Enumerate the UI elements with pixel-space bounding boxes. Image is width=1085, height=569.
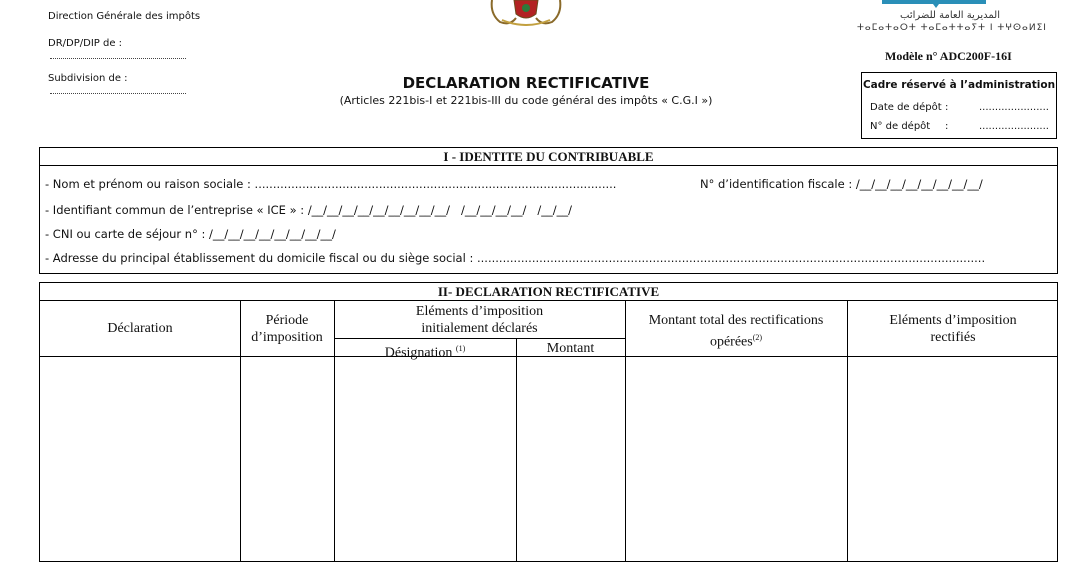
if-row bbox=[700, 177, 983, 191]
logo-arabic: المديرية العامة للضرائب bbox=[900, 10, 1000, 21]
section1-title: I - IDENTITE DU CONTRIBUABLE bbox=[443, 149, 654, 164]
admin-box-title: Cadre réservé à l’administration bbox=[862, 79, 1056, 91]
page-subtitle: (Articles 221bis-I et 221bis-III du code général des impôts « C.G.I ») bbox=[339, 94, 713, 107]
section1-divider bbox=[40, 165, 1057, 166]
subdivision-label: Subdivision de : bbox=[48, 73, 128, 84]
col-designation-label: Désignation bbox=[384, 345, 453, 361]
cell-total-rectifications[interactable] bbox=[626, 357, 847, 561]
model-number: Modèle n° ADC200F-16I bbox=[885, 49, 1012, 63]
col-elements-initiaux bbox=[334, 303, 625, 337]
col-rectifies-line1: Eléments d’imposition bbox=[889, 313, 1017, 328]
elements-subdivider bbox=[334, 338, 625, 339]
date-depot-label: Date de dépôt bbox=[870, 102, 942, 113]
section-identite bbox=[39, 147, 1058, 274]
cell-elements-rectifies[interactable] bbox=[848, 357, 1058, 561]
logo-tifinagh: ⵜⴰⵎⴰⵜⴰⵔⵜ ⵜⴰⵎⴰⵜⵜⴰⵢⵜ ⵏ ⵜⵖⵙⴰⵍⵉⵏ bbox=[857, 23, 1047, 33]
drdp-label: DR/DP/DIP de : bbox=[48, 38, 123, 49]
section-declaration bbox=[39, 282, 1058, 562]
col-total-note: (2) bbox=[752, 333, 763, 342]
name-field[interactable]: ................................................................................................... bbox=[254, 177, 617, 191]
cell-designation[interactable] bbox=[335, 357, 516, 561]
num-depot-field[interactable]: ...................... bbox=[979, 121, 1049, 132]
date-depot-field[interactable]: ...................... bbox=[979, 102, 1049, 113]
admin-box bbox=[861, 72, 1057, 139]
address-row bbox=[45, 251, 985, 265]
ice-row bbox=[45, 203, 572, 217]
col-elements-line2: initialement déclarés bbox=[421, 321, 538, 336]
col-total-rectifications bbox=[625, 312, 847, 351]
col-rectifies-line2: rectifiés bbox=[930, 330, 976, 345]
section2-title-divider bbox=[40, 300, 1057, 301]
col-montant: Montant bbox=[546, 341, 595, 356]
cell-montant[interactable] bbox=[517, 357, 625, 561]
col-periode-line1: Période bbox=[265, 313, 309, 328]
cni-row bbox=[45, 227, 336, 241]
if-field[interactable]: /__/__/__/__/__/__/__/__/ bbox=[855, 177, 983, 191]
address-field[interactable]: ........................................................................................................................................... bbox=[476, 251, 986, 265]
cell-periode[interactable] bbox=[241, 357, 334, 561]
ice-label: - Identifiant commun de l’entreprise « ICE » : bbox=[45, 203, 308, 217]
date-depot-colon: : bbox=[945, 102, 949, 113]
logo-mark-icon bbox=[930, 0, 942, 8]
col-elements-rectifies bbox=[847, 312, 1059, 346]
drdp-filler bbox=[50, 58, 186, 59]
num-depot-label: N° de dépôt bbox=[870, 121, 931, 132]
coat-of-arms-emblem bbox=[486, 0, 566, 26]
if-label: N° d’identification fiscale : bbox=[700, 177, 856, 191]
col-declaration: Déclaration bbox=[107, 321, 173, 336]
col-elements-line1: Eléments d’imposition bbox=[415, 304, 544, 319]
cni-field[interactable]: /__/__/__/__/__/__/__/__/ bbox=[209, 227, 336, 241]
cell-declaration[interactable] bbox=[40, 357, 240, 561]
subdivision-filler bbox=[50, 93, 186, 94]
col-total-line1: Montant total des rectifications bbox=[648, 313, 824, 328]
page-title: DECLARATION RECTIFICATIVE bbox=[402, 74, 650, 92]
num-depot-colon: : bbox=[945, 121, 949, 132]
name-label: - Nom et prénom ou raison sociale : bbox=[45, 177, 255, 191]
cni-label: - CNI ou carte de séjour n° : bbox=[45, 227, 210, 241]
address-label: - Adresse du principal établissement du domicile fiscal ou du siège social : bbox=[45, 251, 477, 265]
col-periode bbox=[240, 312, 334, 346]
col-total-line2: opérées bbox=[709, 334, 753, 350]
direction-label: Direction Générale des impôts bbox=[48, 11, 201, 22]
name-row bbox=[45, 177, 616, 191]
col-periode-line2: d’imposition bbox=[251, 330, 323, 345]
ice-field[interactable]: /__/__/__/__/__/__/__/__/__/ /__/__/__/__/ /__/__/ bbox=[307, 203, 572, 217]
col-designation-note: (1) bbox=[455, 344, 466, 353]
section2-title: II- DECLARATION RECTIFICATIVE bbox=[437, 284, 660, 299]
